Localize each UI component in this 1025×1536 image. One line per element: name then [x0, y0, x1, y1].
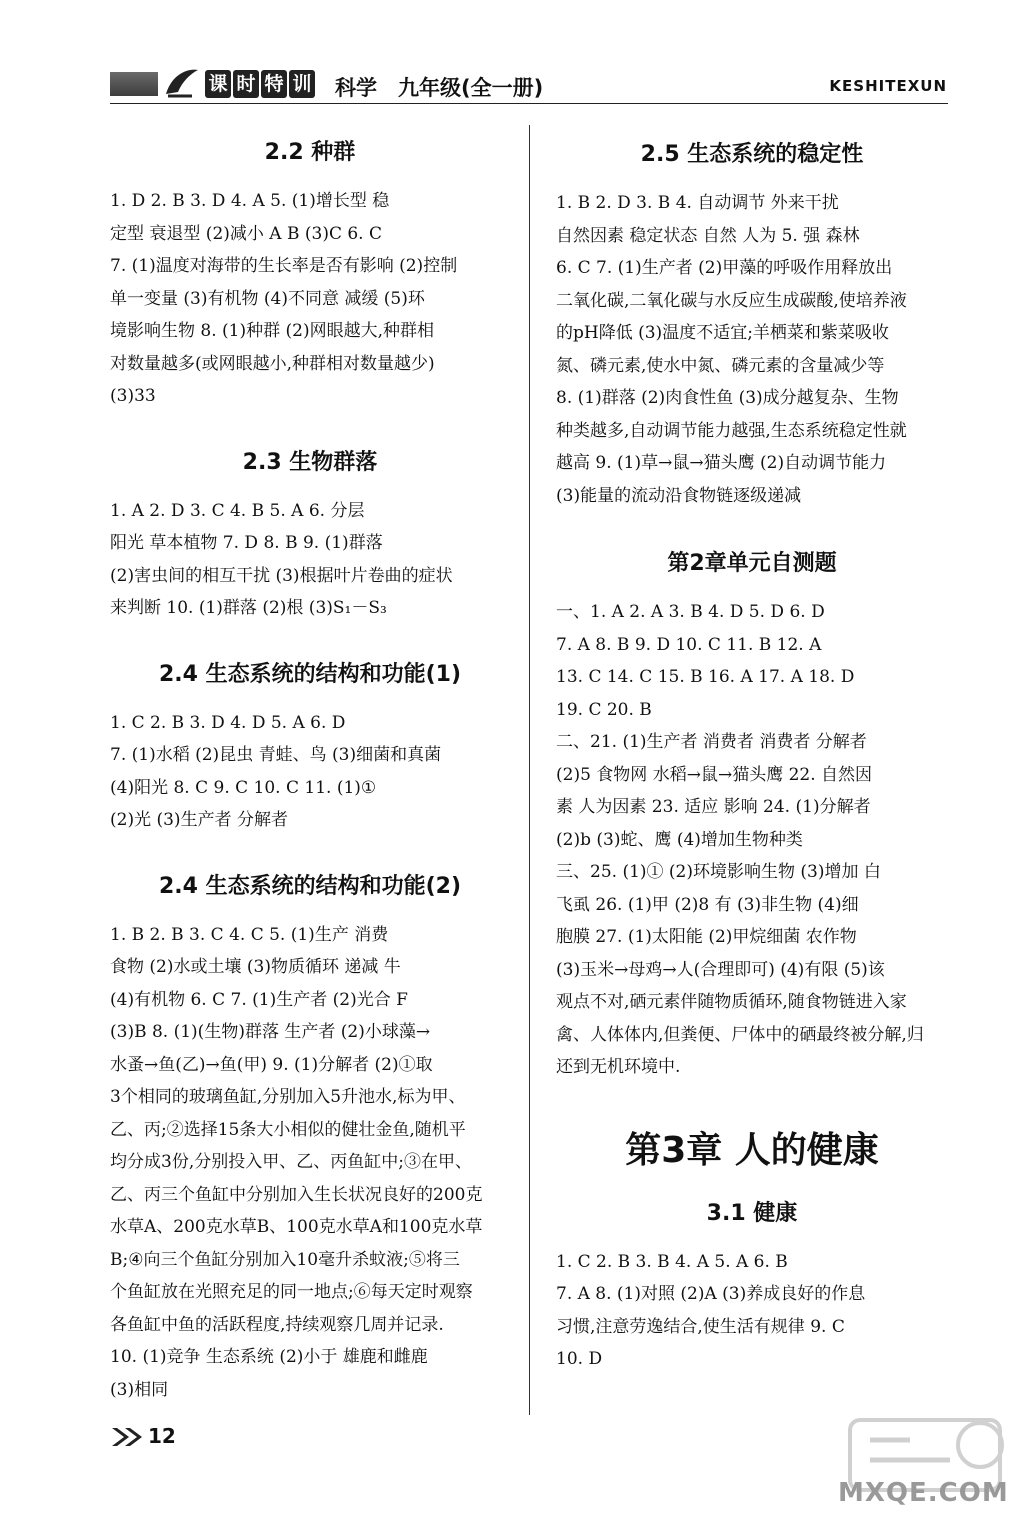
section-title: 2.5 生态系统的稳定性 [640, 142, 864, 167]
answer-line: 一、1. A 2. A 3. B 4. D 5. D 6. D [556, 602, 825, 622]
answer-line: 阳光 草本植物 7. D 8. B 9. (1)群落 [110, 533, 383, 553]
answer-line: (2)5 食物网 水稻→鼠→猫头鹰 22. 自然因 [556, 764, 873, 785]
header-subject: 科学 [335, 76, 377, 100]
answer-line: 水草A、200克水草B、100克水草A和100克水草 [110, 1217, 483, 1237]
answer-line: (3)相同 [110, 1379, 169, 1400]
double-arrow-icon [110, 1426, 146, 1448]
column-divider [529, 125, 530, 1415]
answer-line: 三、25. (1)① (2)环境影响生物 (3)增加 白 [556, 862, 881, 882]
answer-line: 1. D 2. B 3. D 4. A 5. (1)增长型 稳 [110, 191, 390, 211]
answer-line: 越高 9. (1)草→鼠→猫头鹰 (2)自动调节能力 [556, 453, 887, 473]
answer-line: (2)害虫间的相互干扰 (3)根据叶片卷曲的症状 [110, 565, 453, 586]
answer-line: 观点不对,硒元素伴随物质循环,随食物链进入家 [556, 992, 907, 1012]
answer-line: 素 人为因素 23. 适应 影响 24. (1)分解者 [556, 797, 871, 817]
left-column [110, 125, 510, 1406]
answer-line: B;④向三个鱼缸分别加入10毫升杀蚊液;⑤将三 [110, 1249, 460, 1270]
section-title: 2.3 生物群落 [242, 449, 378, 475]
answer-line: 的pH降低 (3)温度不适宜;羊栖菜和紫菜吸收 [556, 323, 889, 343]
answer-line: (2)b (3)蛇、鹰 (4)增加生物种类 [556, 829, 803, 850]
answer-line: 个鱼缸放在光照充足的同一地点;⑥每天定时观察 [110, 1282, 473, 1302]
answer-line: 种类越多,自动调节能力越强,生态系统稳定性就 [556, 420, 907, 441]
right-column [556, 125, 948, 1376]
brand-char: 特 [261, 70, 287, 98]
answer-line: 氮、磷元素,使水中氮、磷元素的含量减少等 [556, 355, 885, 376]
answer-line: 胞膜 27. (1)太阳能 (2)甲烷细菌 农作物 [556, 927, 857, 947]
section-gap [110, 837, 510, 859]
brand-name [205, 70, 315, 98]
answer-line: 食物 (2)水或土壤 (3)物质循环 递减 牛 [110, 957, 401, 977]
answer-line: 8. (1)群落 (2)肉食性鱼 (3)成分越复杂、生物 [556, 388, 899, 408]
answer-line: 境影响生物 8. (1)种群 (2)网眼越大,种群相 [110, 321, 434, 341]
answer-line: (2)光 (3)生产者 分解者 [110, 810, 288, 830]
answer-line: 单一变量 (3)有机物 (4)不同意 减缓 (5)环 [110, 288, 425, 309]
answer-line: 1. C 2. B 3. B 4. A 5. A 6. B [556, 1251, 788, 1272]
brand-char: 训 [289, 70, 315, 98]
section-gap [110, 625, 510, 647]
brand-char: 时 [233, 70, 259, 98]
answer-line: 1. C 2. B 3. D 4. D 5. A 6. D [110, 712, 346, 733]
answer-line: 7. A 8. (1)对照 (2)A (3)养成良好的作息 [556, 1284, 866, 1304]
answer-line: 1. B 2. B 3. C 4. C 5. (1)生产 消费 [110, 924, 389, 945]
answer-line: 7. (1)温度对海带的生长率是否有影响 (2)控制 [110, 256, 458, 276]
brand-char: 课 [205, 70, 231, 98]
header-gray-block [110, 72, 158, 96]
answer-line: 19. C 20. B [556, 699, 652, 720]
answer-line: 对数量越多(或网眼越小,种群相对数量越少) [110, 353, 435, 374]
answer-line: 习惯,注意劳逸结合,使生活有规律 9. C [556, 1316, 845, 1337]
answer-line: 10. D [556, 1349, 603, 1369]
answer-line: 7. A 8. B 9. D 10. C 11. B 12. A [556, 634, 822, 655]
answer-line: 6. C 7. (1)生产者 (2)甲藻的呼吸作用释放出 [556, 258, 893, 278]
header-grade: 九年级(全一册) [398, 76, 544, 100]
watermark-text: MXQE.COM [838, 1478, 1009, 1508]
answer-line: 各鱼缸中鱼的活跃程度,持续观察几周并记录. [110, 1314, 444, 1335]
header-rule [110, 103, 948, 104]
answer-line: 禽、人体体内,但粪便、尸体中的硒最终被分解,归 [556, 1024, 924, 1045]
answer-line: 3个相同的玻璃鱼缸,分别加入5升池水,标为甲、 [110, 1087, 466, 1107]
answer-line: 1. A 2. D 3. C 4. B 5. A 6. 分层 [110, 500, 365, 521]
answer-line: 均分成3份,分别投入甲、乙、丙鱼缸中;③在甲、 [110, 1152, 472, 1172]
section-gap [556, 512, 948, 534]
page-number: 12 [148, 1424, 176, 1448]
section-title: 3.1 健康 [706, 1200, 798, 1226]
header-pinyin: KESHITEXUN [829, 77, 947, 95]
answer-line: (3)33 [110, 386, 156, 406]
answer-line: 乙、丙三个鱼缸中分别加入生长状况良好的200克 [110, 1184, 483, 1205]
answer-line: (3)玉米→母鸡→人(合理即可) (4)有限 (5)该 [556, 959, 885, 980]
answer-line: (4)阳光 8. C 9. C 10. C 11. (1)① [110, 777, 377, 798]
section-title: 第2章单元自测题 [667, 551, 837, 576]
answer-line: (3)能量的流动沿食物链逐级递减 [556, 485, 802, 506]
answer-line: 乙、丙;②选择15条大小相似的健壮金鱼,随机平 [110, 1119, 466, 1140]
answer-line: 二氧化碳,二氧化碳与水反应生成碳酸,使培养液 [556, 290, 907, 311]
answer-line: 二、21. (1)生产者 消费者 消费者 分解者 [556, 732, 867, 752]
page-header [0, 0, 1025, 110]
section-title: 2.2 种群 [264, 140, 356, 165]
answer-line: 10. (1)竞争 生态系统 (2)小于 雄鹿和雌鹿 [110, 1347, 428, 1367]
answer-line: 水蚤→鱼(乙)→鱼(甲) 9. (1)分解者 (2)①取 [110, 1054, 433, 1075]
chapter-title: 第3章 人的健康 [625, 1129, 879, 1171]
answer-line: 飞虱 26. (1)甲 (2)8 有 (3)非生物 (4)细 [556, 894, 859, 915]
answer-line: 还到无机环境中. [556, 1057, 681, 1077]
answer-line: 来判断 10. (1)群落 (2)根 (3)S₁－S₃ [110, 598, 387, 618]
pen-logo-icon [162, 64, 202, 100]
answer-line: (4)有机物 6. C 7. (1)生产者 (2)光合 F [110, 989, 408, 1010]
answer-line: 自然因素 稳定状态 自然 人为 5. 强 森林 [556, 225, 860, 246]
section-title: 2.4 生态系统的结构和功能(1) [158, 661, 462, 687]
section-title: 2.4 生态系统的结构和功能(2) [158, 873, 462, 899]
section-gap [110, 413, 510, 435]
answer-line: 1. B 2. D 3. B 4. 自动调节 外来干扰 [556, 193, 839, 213]
answer-line: 13. C 14. C 15. B 16. A 17. A 18. D [556, 667, 855, 687]
answer-line: 定型 衰退型 (2)减小 A B (3)C 6. C [110, 223, 382, 244]
answer-line: 7. (1)水稻 (2)昆虫 青蛙、鸟 (3)细菌和真菌 [110, 745, 442, 765]
answer-line: (3)B 8. (1)(生物)群落 生产者 (2)小球藻→ [110, 1022, 431, 1042]
